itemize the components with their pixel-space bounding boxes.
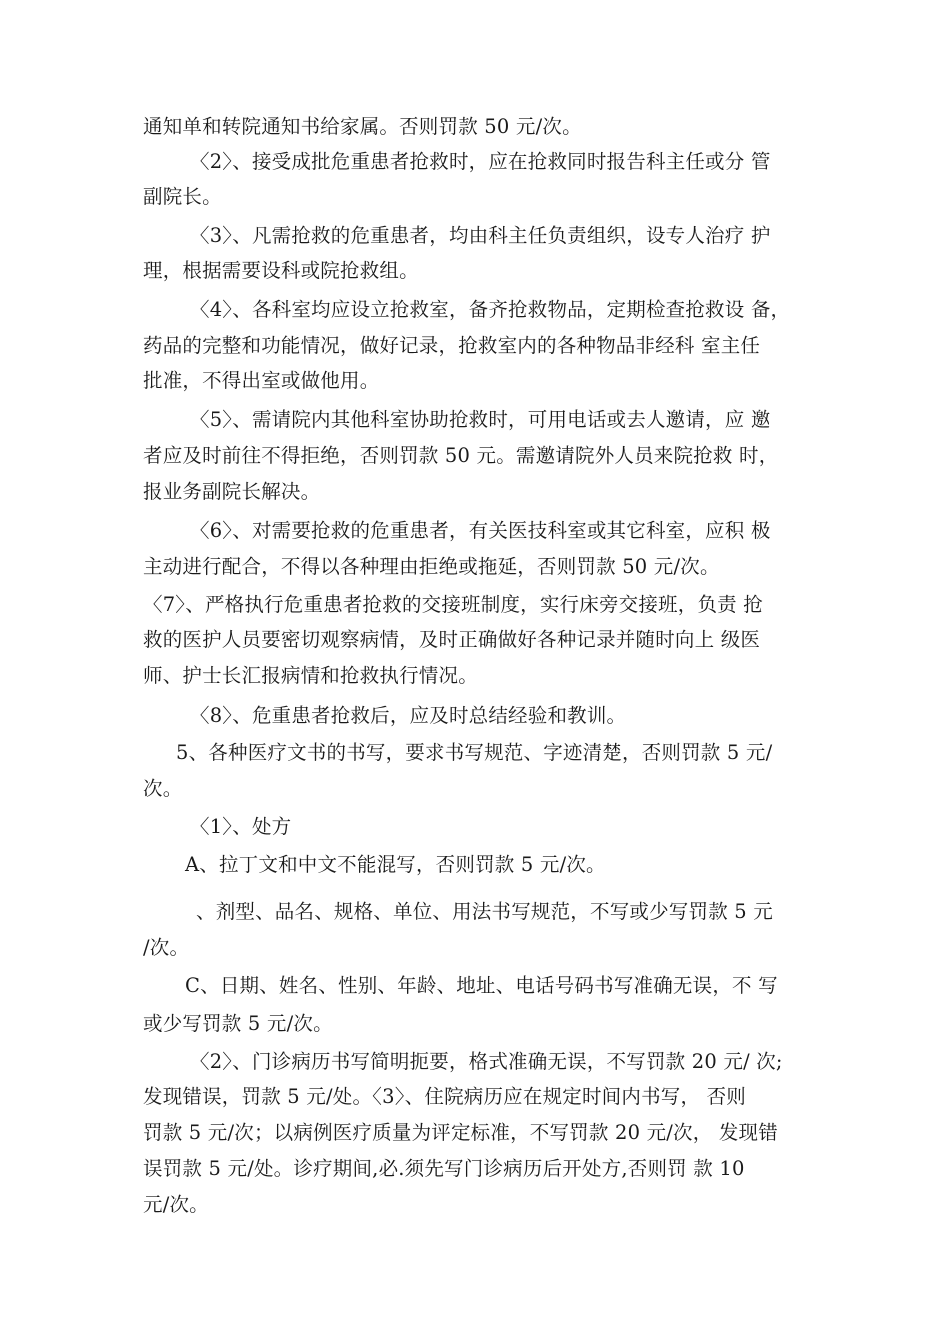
text-line: 师、护士长汇报病情和抢救执行情况。 (143, 664, 478, 687)
text-line: 次。 (143, 777, 183, 800)
text-line: 主动进行配合，不得以各种理由拒绝或拖延，否则罚款 50 元/次。 (143, 555, 720, 578)
text-line: 〈1〉、处方 (190, 815, 292, 838)
text-line: 理，根据需要设科或院抢救组。 (143, 259, 419, 282)
text-line: 〈4〉、各科室均应设立抢救室，备齐抢救物品，定期检查抢救设 备， (190, 298, 791, 321)
text-line: 罚款 5 元/次；以病例医疗质量为评定标准，不写罚款 20 元/次， 发现错 (143, 1121, 778, 1144)
text-line: 〈7〉、严格执行危重患者抢救的交接班制度，实行床旁交接班，负责 抢 (143, 593, 763, 616)
text-line: 〈5〉、需请院内其他科室协助抢救时，可用电话或去人邀请，应 邀 (190, 408, 771, 431)
text-line: 〈2〉、门诊病历书写简明扼要，格式准确无误，不写罚款 20 元/ 次; (190, 1050, 783, 1073)
text-line: 发现错误，罚款 5 元/处。〈3〉、住院病历应在规定时间内书写， 否则 (143, 1085, 746, 1108)
text-line: 或少写罚款 5 元/次。 (143, 1012, 333, 1035)
text-line: 报业务副院长解决。 (143, 480, 321, 503)
text-line: 〈3〉、凡需抢救的危重患者，均由科主任负责组织，设专人治疗 护 (190, 224, 771, 247)
text-line: C、日期、姓名、性别、年龄、地址、电话号码书写准确无误，不 写 (185, 974, 778, 997)
text-line: 者应及时前往不得拒绝，否则罚款 50 元。需邀请院外人员来院抢救 时， (143, 444, 779, 467)
text-line: 通知单和转院通知书给家属。否则罚款 50 元/次。 (143, 115, 582, 138)
text-line: /次。 (143, 936, 190, 959)
text-line: 元/次。 (143, 1193, 209, 1216)
text-line: 批准，不得出室或做他用。 (143, 369, 380, 392)
text-line: 、剂型、品名、规格、单位、用法书写规范，不写或少写罚款 5 元 (196, 900, 774, 923)
text-line: 〈2〉、接受成批危重患者抢救时，应在抢救同时报告科主任或分 管 (190, 150, 771, 173)
text-line: 误罚款 5 元/处。诊疗期间,必.须先写门诊病历后开处方,否则罚 款 10 (143, 1157, 745, 1180)
text-line: 5、各种医疗文书的书写，要求书写规范、字迹清楚，否则罚款 5 元/ (176, 741, 773, 764)
text-line: 副院长。 (143, 185, 222, 208)
text-line: 〈8〉、危重患者抢救后，应及时总结经验和教训。 (190, 704, 627, 727)
text-line: 〈6〉、对需要抢救的危重患者，有关医技科室或其它科室，应积 极 (190, 519, 771, 542)
text-line: 药品的完整和功能情况，做好记录，抢救室内的各种物品非经科 室主任 (143, 334, 761, 357)
text-line: 救的医护人员要密切观察病情，及时正确做好各种记录并随时向上 级医 (143, 628, 761, 651)
text-line: A、拉丁文和中文不能混写，否则罚款 5 元/次。 (185, 853, 606, 876)
